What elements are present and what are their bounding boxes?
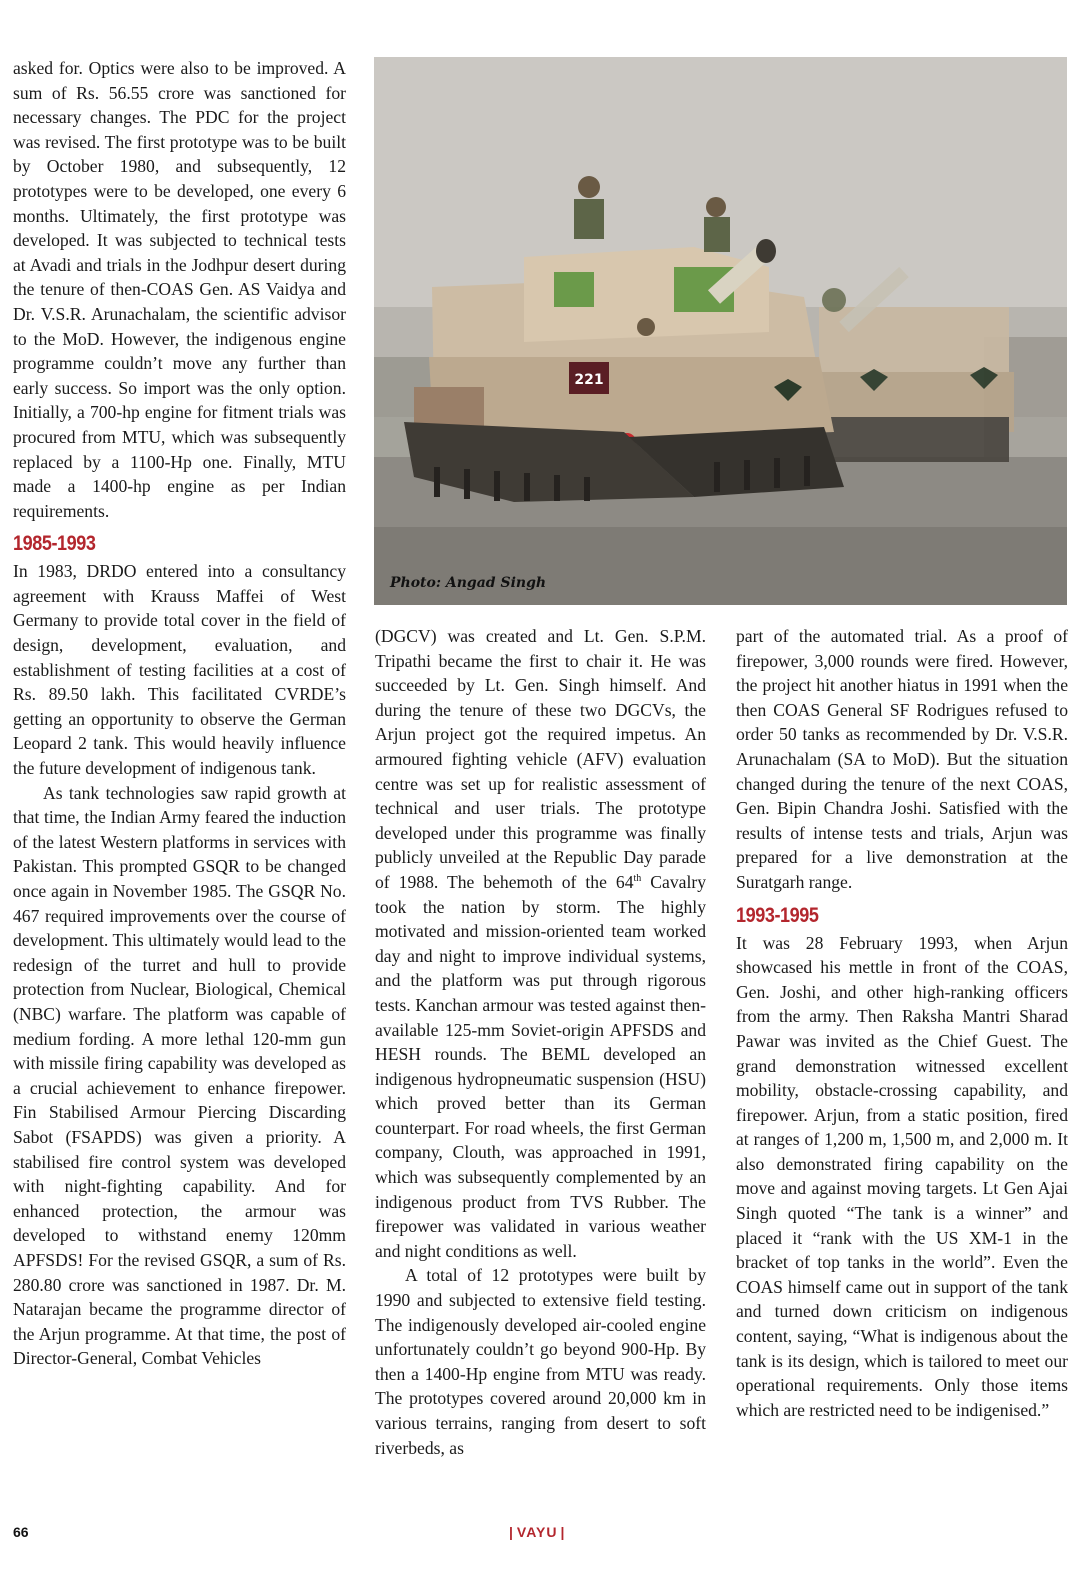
section-heading-1993-1995: 1993-1995	[736, 903, 819, 927]
paragraph: As tank technologies saw rapid growth at that time, the Indian Army feared the induction of the latest Western platforms in services with Pakistan. This prompted GSQR to be changed once again in November 1985. The GSQR No. 467 required improvements over the course of development. This ultimately would lead to the redesign of the turret and hull to provide protection from Nuclear, Biological, Chemical (NBC) warfare. The platform was capable of medium fording. A more lethal 120-mm gun with missile firing capability was developed as a crucial achievement to enhance firepower. Fin Stabilised Armour Piercing Discarding Sabot (FSAPDS) was given a priority. A stabilised fire control system was developed with night-fighting capability. And for enhanced protection, the armour was developed to withstand enemy 120mm APFSDS! For the revised GSQR, a sum of Rs. 280.80 crore was sanctioned in 1987. Dr. M. Natarajan became the programme director of the Arjun programme. At that time, the post of Director-General, Combat Vehicles	[13, 782, 346, 1369]
tank-number: 221	[574, 372, 604, 388]
brand-name: VAYU	[516, 1524, 558, 1540]
paragraph: In 1983, DRDO entered into a consultancy agreement with Krauss Maffei of West Germany to provide total cover in the field of design, development, evaluation, and establishment of testing facilities at a cost of Rs. 89.50 lakh. This facilitated CVRDE’s getting an opportunity to observe the German Leopard 2 tank. This would heavily influence the future development of indigenous tank.	[13, 561, 346, 779]
article-column-3	[736, 624, 1068, 1422]
paragraph	[375, 624, 706, 1263]
article-column-1	[13, 56, 346, 1371]
magazine-brand: | VAYU |	[509, 1524, 566, 1540]
tank-photo	[374, 57, 1067, 605]
section-heading-1985-1993: 1985-1993	[13, 532, 96, 556]
paragraph: asked for. Optics were also to be improved. A sum of Rs. 56.55 crore was sanctioned for necessary changes. The PDC for the project was revised. The first prototype was to be built by October 1980, and subsequently, 12 prototypes were to be developed, one every 6 months. Ultimately, the first prototype was developed. It was subjected to technical tests at Avadi and trials in the Jodhpur desert during the tenure of then-COAS Gen. AS Vaidya and Dr. V.S.R. Arunachalam, the scientific advisor to the MoD. However, the indigenous engine programme couldn’t move any further than early success. So import was the only option. Initially, a 700-hp engine for fitment trials was procured from MTU, which was subsequently replaced by a 1100-Hp one. Finally, MTU made a 1400-hp engine as per Indian requirements.	[13, 58, 346, 521]
paragraph: A total of 12 prototypes were built by 1990 and subjected to extensive field testing. The indigenously developed air-cooled engine unfortunately couldn’t go beyond 900-Hp. By then a 1400-Hp engine from MTU was ready. The prototypes covered around 20,000 km in various terrains, ranging from desert to soft riverbeds, as	[375, 1265, 706, 1458]
paragraph: It was 28 February 1993, when Arjun showcased his mettle in front of the COAS, Gen. Joshi, and other high-ranking officers from the army. Then Raksha Mantri Sharad Pawar was invited as the Chief Guest. The grand demonstration witnessed excellent mobility, obstacle-crossing capability, and firepower. Arjun, from a static position, fired at ranges of 1,200 m, 1,500 m, and 2,000 m. It also demonstrated firing capability on the move and against moving targets. Lt Gen Ajai Singh quoted “The tank is a winner” and placed it “rank with the US XM-1 in the bracket of top tanks in the world”. Even the COAS himself came out in support of the tank and turned down criticism on indigenous content, saying, “What is indigenous about the tank is its design, which is tailored to meet our operational requirements. Only those items which are restricted need to be indigenised.”	[736, 932, 1068, 1420]
page-number: 66	[13, 1524, 29, 1540]
ordinal-suffix: th	[633, 873, 642, 885]
paragraph-text: Cavalry took the nation by storm. The highly motivated and mission-oriented team worked day and night to improve individual systems, and the platform was put through rigorous tests. Kanchan armour was tested against then-available 125-mm Soviet-origin APFSDS and HESH rounds. The BEML developed an indigenous hydropneumatic suspension (HSU) which proved better than its German counterpart. For road wheels, the first German company, Clouth, was approached in 1991, which was subsequently complemented by an indigenous product from TVS Rubber. The firepower was validated in various weather and night conditions as well.	[375, 871, 706, 1261]
paragraph: part of the automated trial. As a proof of firepower, 3,000 rounds were fired. However, the project hit another hiatus in 1991 when the then COAS General SF Rodrigues refused to order 50 tanks as recommended by Dr. V.S.R. Arunachalam (SA to MoD). But the situation changed during the tenure of the next COAS, Gen. Bipin Chandra Joshi. Satisfied with the results of intense tests and trials, Arjun was prepared for a live demonstration at the Suratgarh range.	[736, 626, 1068, 892]
arjun-tank-illustration	[374, 57, 1067, 605]
photo-credit: Photo: Angad Singh	[390, 575, 547, 591]
article-column-2	[375, 624, 706, 1460]
paragraph-text: (DGCV) was created and Lt. Gen. S.P.M. Tripathi became the first to chair it. He was succeeded by Lt. Gen. Singh himself. And during the tenure of these two DGCVs, the Arjun project got the required impetus. An armoured fighting vehicle (AFV) evaluation centre was set up for realistic assessment of technical and user trials. The prototype developed under this programme was finally publicly unveiled at the Republic Day parade of 1988. The behemoth of the 64	[375, 626, 706, 892]
